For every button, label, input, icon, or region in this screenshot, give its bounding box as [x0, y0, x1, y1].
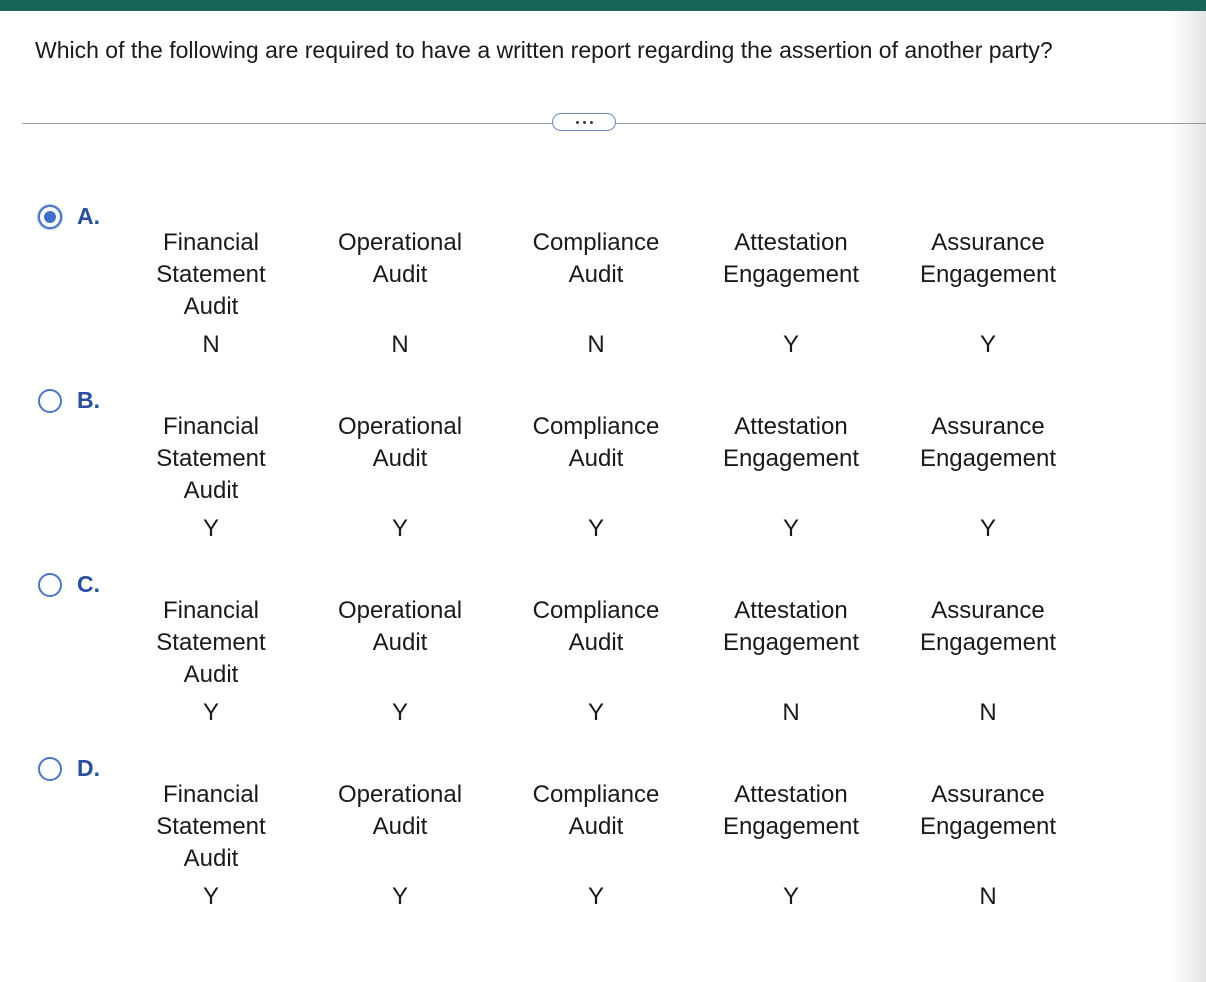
column-header: Operational Audit [337, 781, 463, 840]
column-header: Attestation Engagement [722, 597, 860, 656]
column-operational-audit [320, 227, 480, 358]
column-compliance-audit [516, 779, 676, 910]
column-header: Financial Statement Audit [156, 229, 266, 320]
column-header: Operational Audit [337, 413, 463, 472]
option-letter: D. [77, 755, 100, 781]
radio-button[interactable] [38, 757, 62, 781]
option-d[interactable] [0, 755, 1170, 939]
option-c[interactable] [0, 571, 1170, 755]
column-assurance-engagement [908, 411, 1068, 542]
option-letter: A. [77, 203, 100, 229]
column-compliance-audit [516, 227, 676, 358]
cell-value: Y [782, 883, 799, 910]
ellipsis-icon [576, 121, 579, 124]
cell-value: Y [782, 331, 799, 358]
question-text: Which of the following are required to have a written report regarding the assertion of another party? [35, 37, 1053, 63]
radio-button[interactable] [38, 573, 62, 597]
column-attestation-engagement [711, 227, 871, 358]
cell-value: N [782, 699, 800, 726]
column-operational-audit [320, 779, 480, 910]
more-button[interactable] [552, 113, 616, 131]
column-attestation-engagement [711, 595, 871, 726]
cell-value: Y [979, 515, 996, 542]
cell-value: Y [979, 331, 996, 358]
column-header: Assurance Engagement [919, 781, 1057, 840]
right-edge-shade [1170, 11, 1206, 982]
column-compliance-audit [516, 411, 676, 542]
column-header: Compliance Audit [532, 781, 660, 840]
option-letter: B. [77, 387, 100, 413]
cell-value: N [202, 331, 220, 358]
column-header: Financial Statement Audit [156, 781, 266, 872]
cell-value: Y [391, 515, 408, 542]
column-header: Operational Audit [337, 597, 463, 656]
option-letter: C. [77, 571, 100, 597]
column-assurance-engagement [908, 227, 1068, 358]
column-header: Assurance Engagement [919, 413, 1057, 472]
column-operational-audit [320, 595, 480, 726]
column-financial-statement-audit [131, 227, 291, 358]
cell-value: Y [587, 515, 604, 542]
column-operational-audit [320, 411, 480, 542]
cell-value: N [979, 883, 997, 910]
option-b[interactable] [0, 387, 1170, 571]
column-header: Financial Statement Audit [156, 413, 266, 504]
cell-value: Y [202, 883, 219, 910]
column-header: Assurance Engagement [919, 597, 1057, 656]
cell-value: Y [391, 699, 408, 726]
column-header: Attestation Engagement [722, 781, 860, 840]
column-header: Financial Statement Audit [156, 597, 266, 688]
cell-value: Y [202, 515, 219, 542]
cell-value: Y [202, 699, 219, 726]
cell-value: N [979, 699, 997, 726]
column-header: Assurance Engagement [919, 229, 1057, 288]
cell-value: Y [782, 515, 799, 542]
column-header: Compliance Audit [532, 413, 660, 472]
column-header: Compliance Audit [532, 229, 660, 288]
column-header: Attestation Engagement [722, 229, 860, 288]
column-financial-statement-audit [131, 779, 291, 910]
column-assurance-engagement [908, 779, 1068, 910]
cell-value: Y [587, 699, 604, 726]
radio-button[interactable] [38, 205, 62, 229]
cell-value: Y [587, 883, 604, 910]
column-header: Operational Audit [337, 229, 463, 288]
radio-button[interactable] [38, 389, 62, 413]
column-assurance-engagement [908, 595, 1068, 726]
column-header: Attestation Engagement [722, 413, 860, 472]
column-attestation-engagement [711, 779, 871, 910]
column-attestation-engagement [711, 411, 871, 542]
top-bar [0, 0, 1206, 11]
column-financial-statement-audit [131, 595, 291, 726]
option-a[interactable] [0, 203, 1170, 387]
column-financial-statement-audit [131, 411, 291, 542]
cell-value: N [587, 331, 605, 358]
cell-value: N [391, 331, 409, 358]
cell-value: Y [391, 883, 408, 910]
radio-selected-dot [44, 211, 56, 223]
column-header: Compliance Audit [532, 597, 660, 656]
column-compliance-audit [516, 595, 676, 726]
